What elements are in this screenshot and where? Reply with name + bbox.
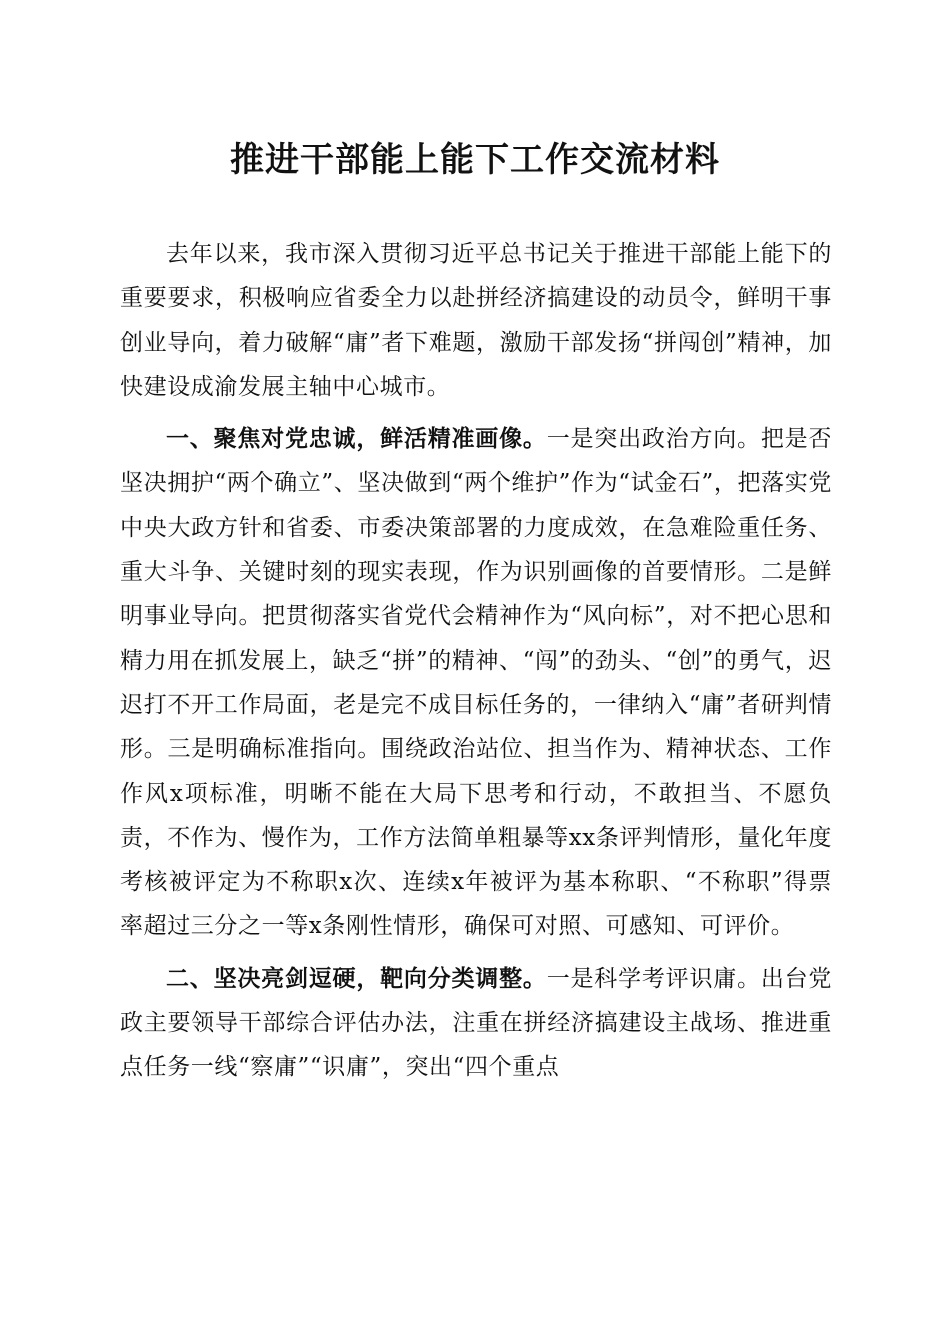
paragraph-text: 去年以来，我市深入贯彻习近平总书记关于推进干部能上能下的重要要求，积极响应省委全力以赴拼经济搞建设的动员令，鲜明干事创业导向，着力破解“庸”者下难题，激励干部发扬“拼闯创”精神，加快建设成渝发展主轴中心城市。 <box>120 241 832 400</box>
paragraph-text: 一是科学考评识庸。出台党政主要领导干部综合评估办法，注重在拼经济搞建设主战场、推进重点任务一线“察庸”“识庸”，突出“四个重点 <box>120 965 833 1081</box>
document-title: 推进干部能上能下工作交流材料 <box>230 140 720 180</box>
paragraph-intro <box>120 232 832 409</box>
section-heading: 一、聚焦对党忠诚，鲜活精准画像。 <box>166 426 547 453</box>
paragraph-section-2 <box>120 957 832 1090</box>
paragraph-section-1 <box>120 417 832 949</box>
section-heading: 二、坚决亮剑逗硬，靶向分类调整。 <box>166 965 547 992</box>
paragraph-text: 一是突出政治方向。把是否坚决拥护“两个确立”、坚决做到“两个维护”作为“试金石”，把落实党中央大政方针和省委、市委决策部署的力度成效，在急难险重任务、重大斗争、关键时刻的现实表现，作为识别画像的首要情形。二是鲜明事业导向。把贯彻落实省党代会精神作为“风向标”，对不把心思和精力用在抓发展上，缺乏“拼”的精神、“闯”的劲头、“创”的勇气，迟迟打不开工作局面，老是完不成目标任务的，一律纳入“庸”者研判情形。三是明确标准指向。围绕政治站位、担当作为、精神状态、工作作风x项标准，明晰不能在大局下思考和行动，不敢担当、不愿负责，不作为、慢作为，工作方法简单粗暴等xx条评判情形，量化年度考核被评定为不称职x次、连续x年被评为基本称职、“不称职”得票率超过三分之一等x条刚性情形，确保可对照、可感知、可评价。 <box>120 426 833 940</box>
document-body <box>120 232 832 1098</box>
